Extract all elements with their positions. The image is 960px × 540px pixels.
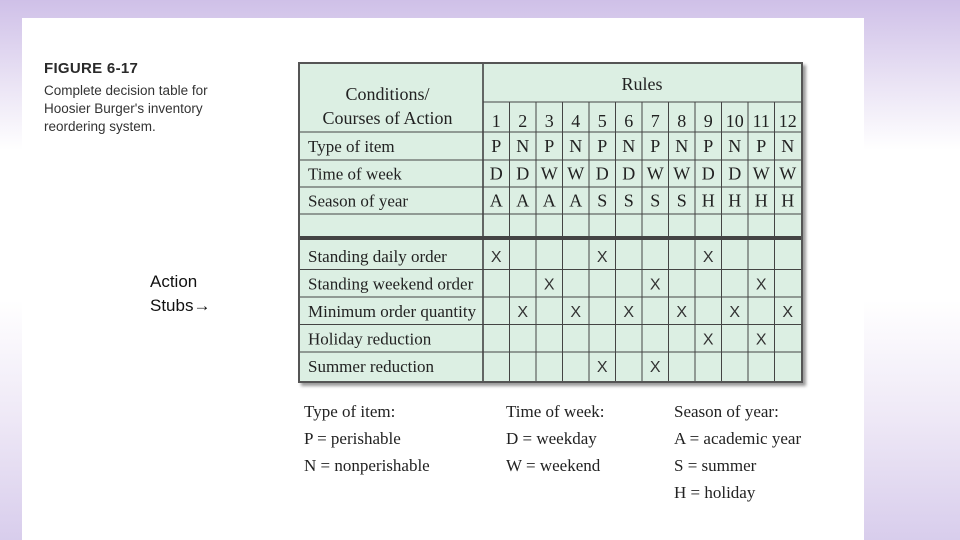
condition-value: N	[728, 136, 742, 156]
condition-value: W	[646, 163, 664, 184]
condition-value: P	[650, 136, 661, 156]
rule-number: 2	[518, 111, 528, 131]
rule-number: 1	[491, 111, 501, 131]
action-label: Holiday reduction	[308, 329, 432, 349]
action-mark: X	[702, 248, 714, 266]
condition-value: H	[781, 190, 795, 211]
condition-value: W	[779, 163, 797, 184]
condition-value: D	[701, 163, 715, 184]
legend-type-line: N = nonperishable	[304, 456, 430, 475]
condition-value: D	[622, 163, 636, 184]
condition-value: P	[491, 136, 502, 156]
legend-season-line: S = summer	[674, 456, 757, 475]
condition-value: P	[756, 136, 767, 156]
decision-table	[298, 62, 803, 383]
rule-number: 11	[752, 111, 770, 131]
action-mark: X	[729, 303, 741, 321]
legend-type-title: Type of item:	[304, 402, 396, 421]
legend-time-title: Time of week:	[506, 402, 605, 421]
condition-value: D	[595, 163, 609, 184]
condition-value: A	[516, 190, 530, 211]
legend-season	[674, 398, 801, 506]
rule-number: 9	[703, 111, 713, 131]
condition-value: N	[781, 136, 795, 156]
rule-number: 6	[624, 111, 634, 131]
rule-number: 5	[597, 111, 607, 131]
action-mark: X	[755, 331, 767, 349]
legend-season-line: H = holiday	[674, 483, 756, 502]
condition-value: P	[544, 136, 555, 156]
condition-value: S	[650, 190, 661, 211]
condition-value: A	[489, 190, 503, 211]
action-mark: X	[782, 303, 794, 321]
condition-value: W	[752, 163, 770, 184]
rule-number: 8	[677, 111, 687, 131]
header-rules: Rules	[621, 74, 663, 94]
action-mark: X	[570, 303, 582, 321]
action-mark: X	[543, 276, 555, 294]
legend-season-title: Season of year:	[674, 402, 779, 421]
condition-label: Type of item	[308, 137, 395, 156]
action-mark: X	[517, 303, 529, 321]
action-mark: X	[649, 358, 661, 376]
condition-value: S	[597, 190, 608, 211]
legend-time-line: D = weekday	[506, 429, 597, 448]
condition-value: H	[728, 190, 742, 211]
figure-caption: Complete decision table for Hoosier Burger's inventory reordering system.	[44, 83, 208, 134]
header-conditions-line1: Conditions/	[345, 84, 430, 104]
action-label: Standing weekend order	[308, 274, 474, 294]
condition-value: N	[569, 136, 583, 156]
condition-value: D	[489, 163, 503, 184]
action-label: Standing daily order	[308, 246, 447, 266]
action-mark: X	[755, 276, 767, 294]
legend-time	[506, 398, 605, 479]
rule-number: 12	[778, 111, 797, 131]
action-stubs-label	[150, 270, 210, 318]
condition-label: Time of week	[308, 164, 402, 184]
condition-value: D	[516, 163, 530, 184]
rule-number: 10	[725, 111, 744, 131]
condition-value: N	[622, 136, 636, 156]
action-mark: X	[623, 303, 635, 321]
condition-value: W	[673, 163, 691, 184]
action-mark: X	[702, 331, 714, 349]
condition-value: W	[567, 163, 585, 184]
figure-label: FIGURE 6-17	[44, 60, 139, 77]
action-stubs-label-line2: Stubs→	[150, 296, 211, 315]
condition-value: H	[754, 190, 768, 211]
legend-type	[304, 398, 430, 479]
action-mark: X	[649, 276, 661, 294]
action-stubs-label-line1: Action	[150, 272, 198, 291]
condition-value: P	[597, 136, 608, 156]
action-mark: X	[490, 248, 502, 266]
condition-value: S	[623, 190, 634, 211]
condition-value: P	[703, 136, 714, 156]
legend-season-line: A = academic year	[674, 429, 802, 448]
condition-label: Season of year	[308, 191, 409, 211]
decision-table-grid	[300, 64, 801, 381]
condition-value: D	[728, 163, 742, 184]
condition-value: A	[569, 190, 583, 211]
action-mark: X	[596, 248, 608, 266]
condition-value: H	[701, 190, 715, 211]
rule-number: 4	[571, 111, 581, 131]
condition-value: A	[542, 190, 556, 211]
legend-time-line: W = weekend	[506, 456, 601, 475]
legend-type-line: P = perishable	[304, 429, 401, 448]
header-conditions-line2: Courses of Action	[322, 108, 453, 128]
condition-value: N	[675, 136, 689, 156]
action-label: Minimum order quantity	[308, 301, 477, 321]
condition-value: N	[516, 136, 530, 156]
rule-number: 3	[544, 111, 554, 131]
action-mark: X	[676, 303, 688, 321]
rule-number: 7	[650, 111, 660, 131]
action-mark: X	[596, 358, 608, 376]
action-label: Summer reduction	[308, 356, 435, 376]
condition-value: W	[540, 163, 558, 184]
condition-value: S	[676, 190, 687, 211]
